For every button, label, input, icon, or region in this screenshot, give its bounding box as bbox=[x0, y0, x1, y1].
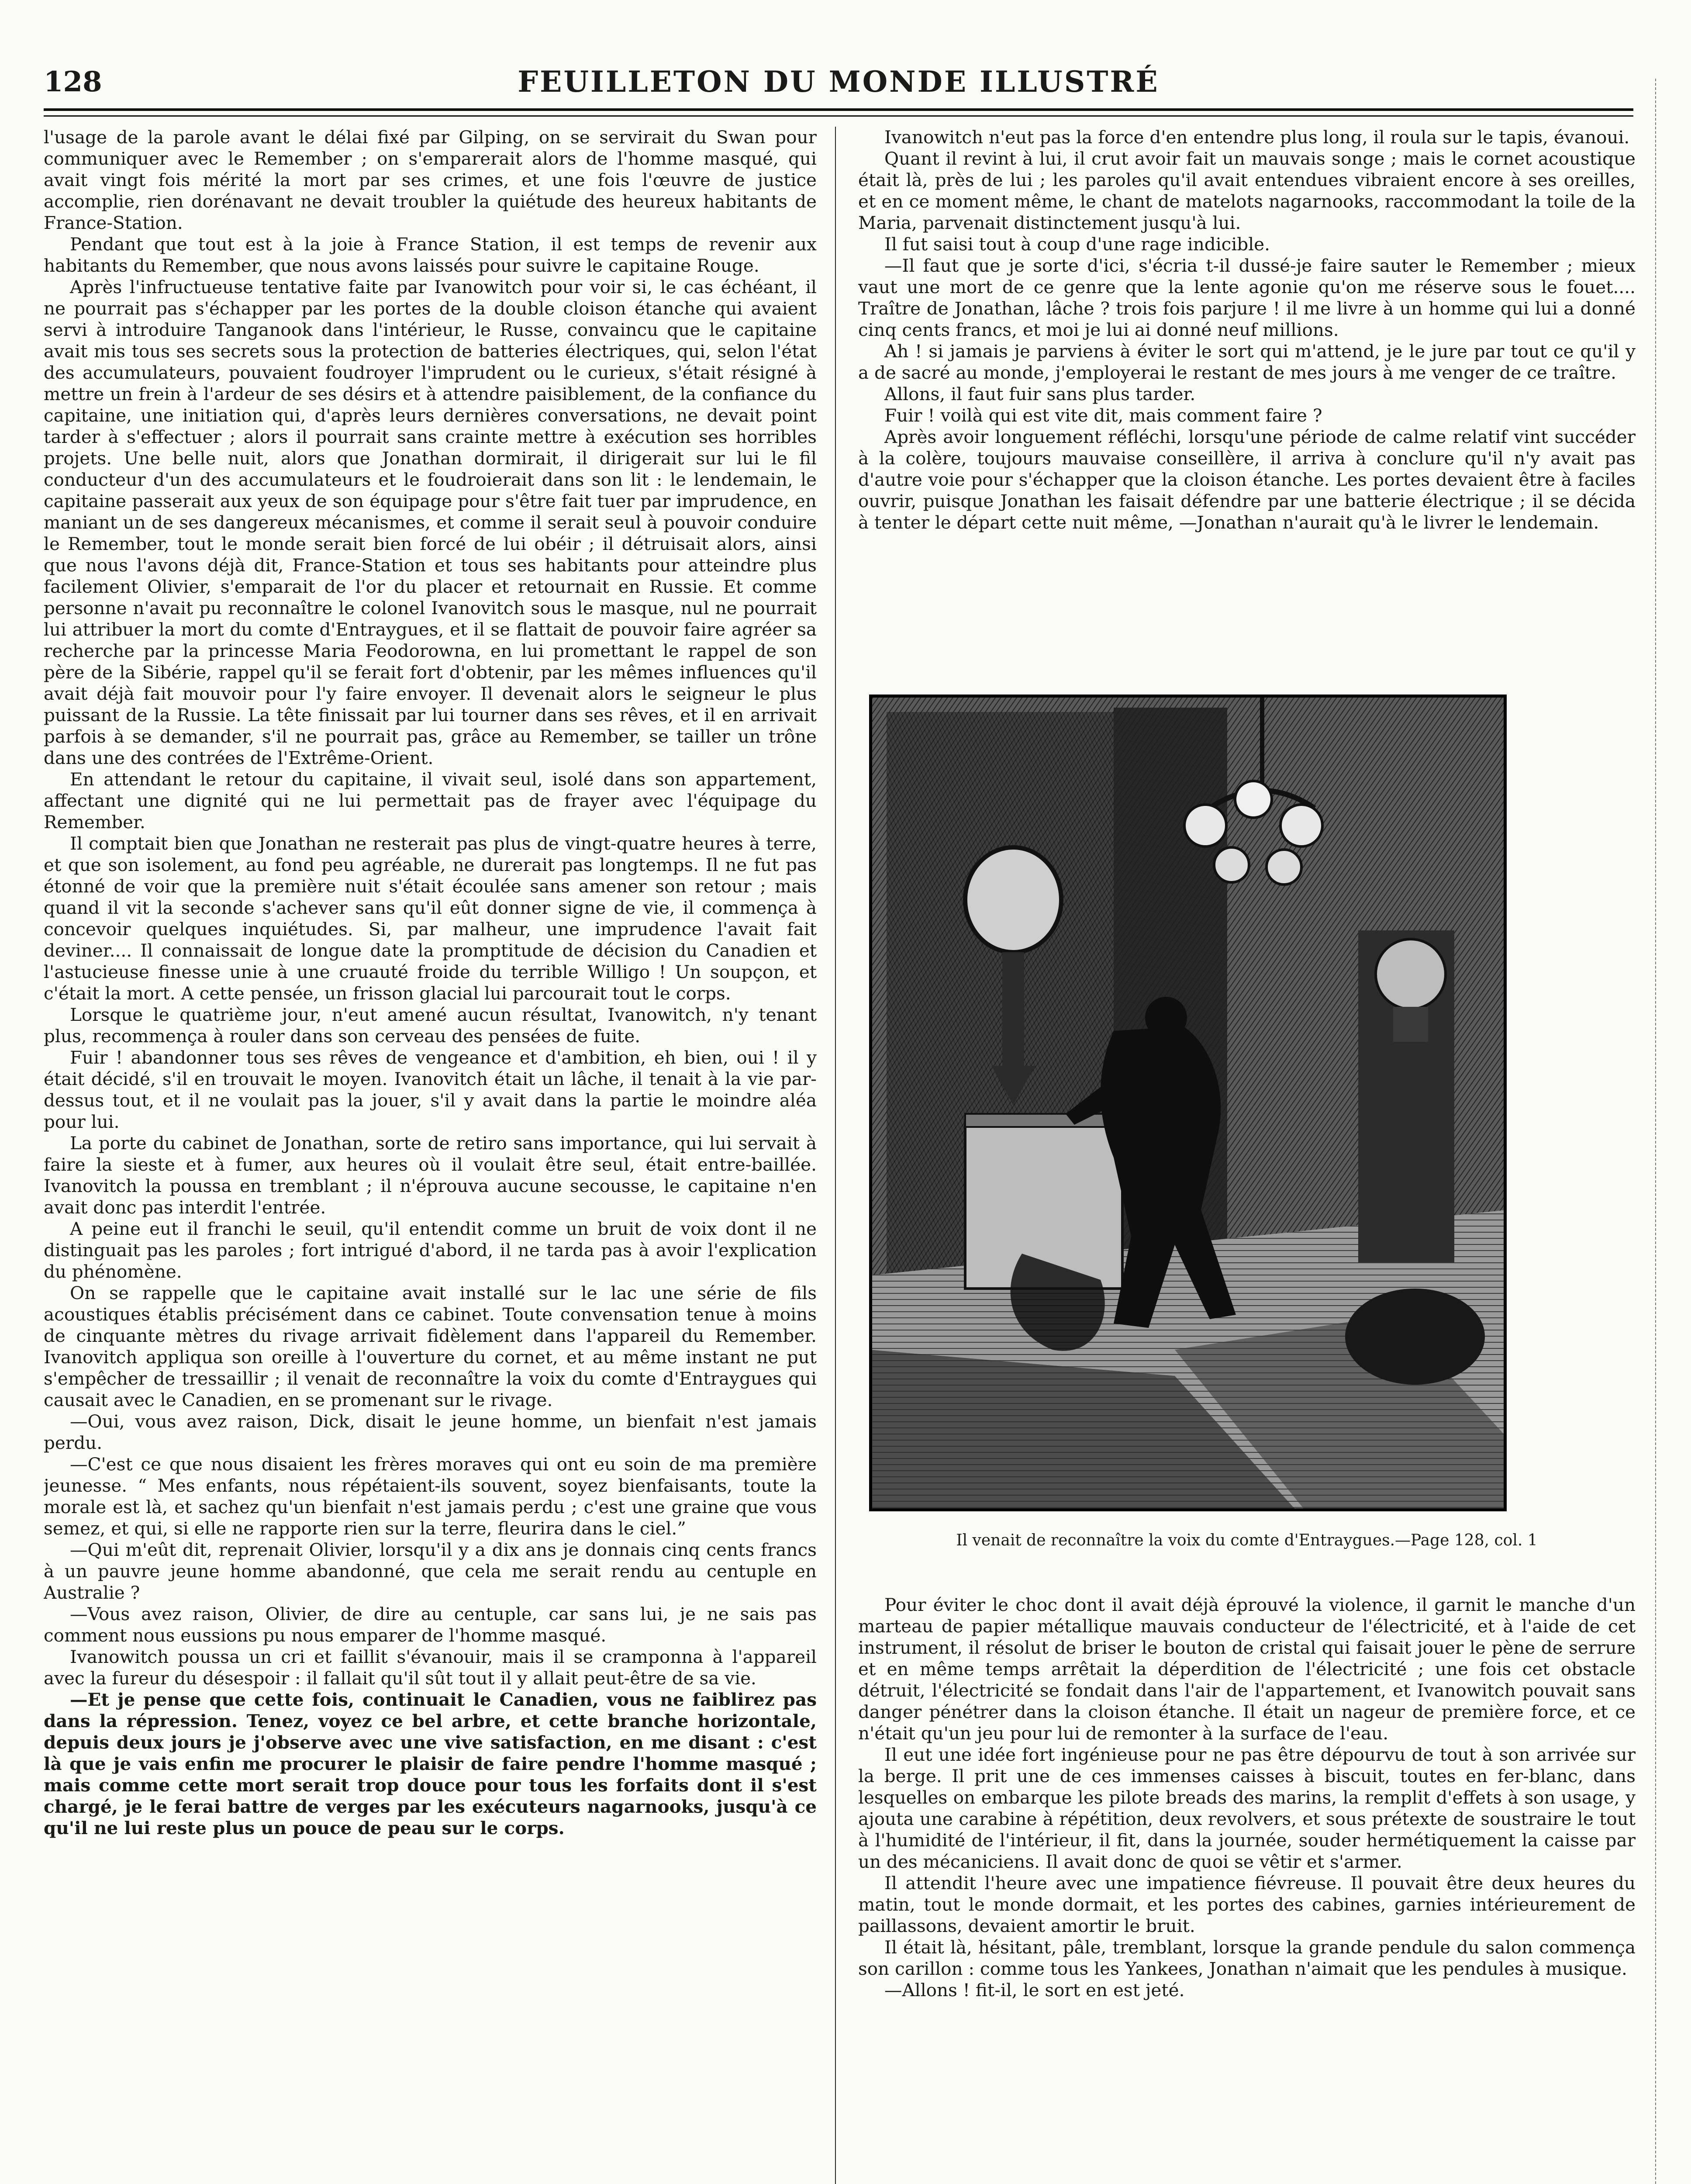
paragraph: —Oui, vous avez raison, Dick, disait le jeune homme, un bienfait n'est jamais perdu. bbox=[44, 1411, 817, 1453]
paragraph: Il fut saisi tout à coup d'une rage indicible. bbox=[884, 234, 1270, 255]
page-header bbox=[44, 52, 1633, 118]
illustration-caption: Il venait de reconnaître la voix du comte d'Entraygues.—Page 128, col. 1 bbox=[956, 1531, 1538, 1549]
paragraph: A peine eut il franchi le seuil, qu'il entendit comme un bruit de voix dont il ne distinguait pas les paroles ; fort intrigué d'abord, il ne tarda pas à avoir l'explication du phénomène. bbox=[44, 1218, 817, 1282]
paragraph: Ah ! si jamais je parviens à éviter le sort qui m'attend, je le jure par tout ce qu'il y a de sacré au monde, j'employerai le restant de mes jours à me venger de ce traître. bbox=[858, 341, 1636, 383]
paragraph: En attendant le retour du capitaine, il vivait seul, isolé dans son appartement, affectant une dignité qui ne lui permettait pas de frayer avec l'équipage du Remember. bbox=[44, 769, 817, 833]
right-column-top bbox=[858, 127, 1636, 660]
paragraph: Après l'infructueuse tentative faite par Ivanowitch pour voir si, le cas échéant, il ne pourrait pas s'échapper par les portes de la double cloison étanche qui avaient servi à introduire Tanganook dans l'intérieur, le Russe, convaincu que le capitaine avait mis tous ses secrets sous la protection de batteries électriques, qui, selon l'état des accumulateurs, pouvaient foudroyer l'imprudent ou le curieux, s'était résigné à mettre un frein à l'ardeur de ses désirs et à attendre paisiblement, de la confiance du capitaine, une initiation qui, d'après leurs dernières conversations, ne devait point tarder à s'effectuer ; alors il pourrait sans crainte mettre à exécution ses horribles projets. Une belle nuit, alors que Jonathan dormirait, il dirigerait sur lui le fil conducteur d'un des accumulateurs et le foudroierait dans son lit : le lendemain, le capitaine passerait aux yeux de son équipage pour s'être fait tuer par imprudence, en maniant un de ses dangereux mécanismes, et comme il serait seul à pouvoir conduire le Remember, tout le monde serait bien forcé de lui obéir ; il détruisait alors, ainsi que nous l'avons déjà dit, France-Station et tous ses habitants pour atteindre plus facilement Olivier, s'emparait de l'or du placer et retournait en Russie. Et comme personne n'avait pu reconnaître le colonel Ivanovitch sous le masque, nul ne pourrait lui attribuer la mort du comte d'Entraygues, et il se flattait de pouvoir faire agréer sa recherche par la princesse Maria Feodorowna, en lui promettant le rappel de son père de la Sibérie, rappel qu'il se ferait fort d'obtenir, par les mêmes influences qu'il avait déjà fait mouvoir pour l'y faire envoyer. Il devenait alors le seigneur le plus puissant de la Russie. La tête finissait par lui tourner dans ses rêves, et il en arrivait parfois à se demander, s'il ne pourrait pas, grâce au Remember, se tailler un trône dans une des contrées de l'Extrême-Orient. bbox=[44, 276, 817, 768]
paragraph: Fuir ! abandonner tous ses rêves de vengeance et d'ambition, eh bien, oui ! il y était décidé, s'il en trouvait le moyen. Ivanovitch était un lâche, il tenait à la vie par-dessus tout, et il ne voulait pas la jouer, s'il y avait dans la partie le moindre aléa pour lui. bbox=[44, 1047, 817, 1132]
paragraph: On se rappelle que le capitaine avait installé sur le lac une série de fils acoustiques établis précisément dans ce cabinet. Toute convensation tenue à moins de cinquante mètres du rivage arrivait fidèlement dans l'appareil du Remember. Ivanovitch appliqua son oreille à l'ouverture du cornet, et au même instant ne put s'empêcher de tressaillir ; il venait de reconnaître la voix du comte d'Entraygues qui causait avec le Canadien, en se promenant sur le rivage. bbox=[44, 1282, 817, 1410]
paragraph: Il eut une idée fort ingénieuse pour ne pas être dépourvu de tout à son arrivée sur la berge. Il prit une de ces immenses caisses à biscuit, toutes en fer-blanc, dans lesquelles on embarque les pilote breads des marins, la remplit d'effets à son usage, y ajouta une carabine à répétition, deux revolvers, et sous prétexte de soustraire le tout à l'humidité de l'intérieur, il fit, dans la journée, souder hermétiquement la caisse par un des mécaniciens. Il avait donc de quoi se vêtir et s'armer. bbox=[858, 1744, 1636, 1872]
left-column bbox=[44, 127, 817, 2184]
paragraph: Pendant que tout est à la joie à France Station, il est temps de revenir aux habitants du Remember, que nous avons laissés pour suivre le capitaine Rouge. bbox=[44, 234, 817, 276]
column-divider bbox=[835, 127, 836, 2184]
paragraph: —Qui m'eût dit, reprenait Olivier, lorsqu'il y a dix ans je donnais cinq cents francs à un pauvre jeune homme abandonné, que cela me serait rendu au centuple en Australie ? bbox=[44, 1539, 817, 1603]
paragraph: La porte du cabinet de Jonathan, sorte de retiro sans importance, qui lui servait à faire la sieste et à fumer, aux heures où il voulait être seul, était entre-baillée. Ivanovitch la poussa en tremblant ; il n'éprouva aucune secousse, le capitaine n'en avait donc pas interdit l'entrée. bbox=[44, 1133, 817, 1218]
paragraph: Fuir ! voilà qui est vite dit, mais comment faire ? bbox=[884, 405, 1322, 426]
paragraph: Pour éviter le choc dont il avait déjà éprouvé la violence, il garnit le manche d'un marteau de papier métallique mauvais conducteur de l'électricité, et à l'aide de cet instrument, il résolut de briser le bouton de cristal qui faisait jouer le pène de serrure et en même temps arrêtait la déperdition de l'électricité ; une fois cet obstacle détruit, l'électricité se fondait dans l'air de l'appartement, et Ivanowitch pouvait sans danger pénétrer dans la cloison étanche. Il était un nageur de première force, et ce n'était qu'un jeu pour lui de remonter à la surface de l'eau. bbox=[858, 1594, 1636, 1744]
page-number: 128 bbox=[44, 66, 102, 98]
paragraph: —Il faut que je sorte d'ici, s'écria t-il dussé-je faire sauter le Remember ; mieux vaut une mort de ce genre que la lente agonie qu'on me réserve sous le fouet.... Traître de Jonathan, lâche ? trois fois parjure ! il me livre à un homme qui lui a donné cinq cents francs, et moi je lui ai donné neuf millions. bbox=[858, 255, 1636, 340]
paragraph: Il était là, hésitant, pâle, tremblant, lorsque la grande pendule du salon commença son carillon : comme tous les Yankees, Jonathan n'aimait que les pendules à musique. bbox=[858, 1937, 1636, 1979]
right-column-bottom bbox=[858, 1594, 1636, 2184]
margin-perforation bbox=[1655, 79, 1656, 2184]
header-rule bbox=[44, 108, 1633, 111]
paragraph: Ivanowitch n'eut pas la force d'en entendre plus long, il roula sur le tapis, évanoui. bbox=[884, 127, 1630, 148]
engraving-image bbox=[869, 695, 1507, 1511]
paragraph: Il comptait bien que Jonathan ne resterait pas plus de vingt-quatre heures à terre, et que son isolement, au fond peu agréable, ne durerait pas longtemps. Il ne fut pas étonné de voir que la première nuit s'était écoulée sans amener son retour ; mais quand il vit la seconde s'achever sans qu'il eût donner signe de vie, il commença à concevoir quelques inquiétudes. Si, par malheur, une imprudence l'avait fait deviner.... Il connaissait de longue date la promptitude de décision du Canadien et l'astucieuse finesse unie à une cruauté froide du terrible Willigo ! Un soupçon, et c'était la mort. A cette pensée, un frisson glacial lui parcourait tout le corps. bbox=[44, 833, 817, 1004]
header-rule-thin bbox=[44, 115, 1633, 117]
paragraph: Après avoir longuement réfléchi, lorsqu'une période de calme relatif vint succéder à la colère, toujours mauvaise conseillère, il arriva à conclure qu'il n'y avait pas d'autre voie pour s'échapper que la cloison étanche. Les portes devaient être à faciles ouvrir, puisque Jonathan les faisait défendre par une batterie électrique ; il se décida à tenter le départ cette nuit même, —Jonathan n'aurait qu'à le livrer le lendemain. bbox=[858, 426, 1636, 533]
paragraph: —C'est ce que nous disaient les frères moraves qui ont eu soin de ma première jeunesse. “ Mes enfants, nous répétaient-ils souvent, soyez bienfaisants, toute la morale est là, et sachez qu'un bienfait n'est jamais perdu ; c'est une graine que vous semez, et qui, si elle ne rapporte rien sur la terre, fleurira dans le ciel.” bbox=[44, 1454, 817, 1539]
paragraph: Lorsque le quatrième jour, n'eut amené aucun résultat, Ivanowitch, n'y tenant plus, recommença à rouler dans son cerveau des pensées de fuite. bbox=[44, 1004, 817, 1047]
paragraph: Allons, il faut fuir sans plus tarder. bbox=[884, 384, 1196, 404]
paragraph: Il attendit l'heure avec une impatience fiévreuse. Il pouvait être deux heures du matin, tout le monde dormait, et les portes des cabines, garnies intérieurement de paillassons, devaient amortir le bruit. bbox=[858, 1873, 1636, 1936]
masthead-title: FEUILLETON DU MONDE ILLUSTRÉ bbox=[518, 65, 1160, 99]
paragraph: Quant il revint à lui, il crut avoir fait un mauvais songe ; mais le cornet acoustique était là, près de lui ; les paroles qu'il avait entendues vibraient encore à ses oreilles, et en ce moment même, le chant de matelots nagarnooks, raccommodant la toile de la Maria, parvenait distinctement jusqu'à lui. bbox=[858, 148, 1636, 233]
paragraph: l'usage de la parole avant le délai fixé par Gilping, on se servirait du Swan pour communiquer avec le Remember ; on s'emparerait alors de l'homme masqué, qui avait vingt fois mérité la mort par ses crimes, et une fois l'œuvre de justice accomplie, rien dorénavant ne devait troubler la quiétude des heureux habitants de France-Station. bbox=[44, 127, 817, 233]
engraving-illustration bbox=[869, 695, 1507, 1511]
paragraph: —Vous avez raison, Olivier, de dire au centuple, car sans lui, je ne sais pas comment nous eussions pu nous emparer de l'homme masqué. bbox=[44, 1603, 817, 1646]
paragraph: Ivanowitch poussa un cri et faillit s'évanouir, mais il se cramponna à l'appareil avec la fureur du désespoir : il fallait qu'il sût tout il y allait peut-être de sa vie. bbox=[44, 1646, 817, 1689]
paragraph: —Allons ! fit-il, le sort en est jeté. bbox=[884, 1980, 1185, 2001]
paragraph: —Et je pense que cette fois, continuait le Canadien, vous ne faiblirez pas dans la répression. Tenez, voyez ce bel arbre, et cette branche horizontale, depuis deux jours je j'observe avec une vive satisfaction, en me disant : c'est là que je vais enfin me procurer le plaisir de faire pendre l'homme masqué ; mais comme cette mort serait trop douce pour tous les forfaits dont il s'est chargé, je le ferai battre de verges par les exécuteurs nagarnooks, jusqu'à ce qu'il ne lui reste plus un pouce de peau sur le corps. bbox=[44, 1689, 817, 1838]
